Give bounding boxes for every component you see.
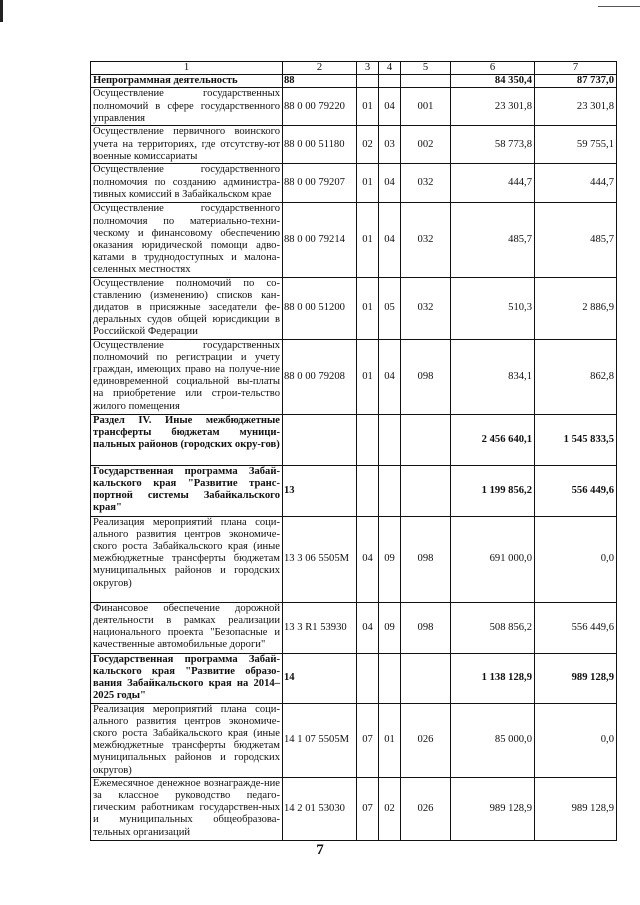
row-expense-type: 026	[401, 703, 451, 777]
row-section: 04	[357, 516, 379, 602]
row-expense-type: 032	[401, 277, 451, 339]
row-sum-year-2: 23 301,8	[535, 88, 617, 126]
row-subsection: 09	[379, 516, 401, 602]
row-expense-type: 032	[401, 203, 451, 277]
column-header: 5	[401, 62, 451, 75]
row-code: 14	[283, 653, 357, 703]
row-section	[357, 414, 379, 465]
row-section: 01	[357, 277, 379, 339]
table-row	[91, 277, 617, 339]
row-code: 88 0 00 79214	[283, 203, 357, 277]
header-row	[91, 62, 617, 75]
row-code: 88 0 00 51180	[283, 126, 357, 164]
row-sum-year-2: 556 449,6	[535, 465, 617, 516]
row-section: 01	[357, 88, 379, 126]
column-header: 7	[535, 62, 617, 75]
page-number: 7	[316, 842, 324, 858]
scan-top-line	[598, 6, 640, 7]
row-section: 07	[357, 703, 379, 777]
table-row	[91, 703, 617, 777]
row-sum-year-1: 989 128,9	[451, 777, 535, 840]
table-row	[91, 777, 617, 840]
column-header: 6	[451, 62, 535, 75]
table-row	[91, 88, 617, 126]
row-sum-year-1: 691 000,0	[451, 516, 535, 602]
row-subsection: 04	[379, 203, 401, 277]
table-row	[91, 465, 617, 516]
row-sum-year-2: 989 128,9	[535, 653, 617, 703]
row-section: 01	[357, 164, 379, 203]
row-subsection	[379, 75, 401, 88]
row-code: 13	[283, 465, 357, 516]
row-sum-year-1: 834,1	[451, 339, 535, 414]
row-code: 14 1 07 5505М	[283, 703, 357, 777]
row-sum-year-1: 2 456 640,1	[451, 414, 535, 465]
row-sum-year-1: 1 138 128,9	[451, 653, 535, 703]
column-header: 3	[357, 62, 379, 75]
row-code: 88 0 00 79207	[283, 164, 357, 203]
row-expense-type: 032	[401, 164, 451, 203]
row-section: 01	[357, 339, 379, 414]
table-row	[91, 75, 617, 88]
row-code: 88	[283, 75, 357, 88]
table-row	[91, 126, 617, 164]
row-code: 88 0 00 79208	[283, 339, 357, 414]
row-subsection: 04	[379, 88, 401, 126]
row-name: Реализация мероприятий плана соци-ального развития центров экономиче-ского роста Забайкальского края (иные межбюджетные трансферты бюджетам муниципальных районов и городских округов)	[91, 516, 283, 602]
row-subsection: 05	[379, 277, 401, 339]
row-expense-type: 098	[401, 339, 451, 414]
row-subsection	[379, 465, 401, 516]
row-sum-year-2: 1 545 833,5	[535, 414, 617, 465]
row-section	[357, 653, 379, 703]
row-name: Финансовое обеспечение дорожной деятельности в рамках реализации национального проекта "Безопасные и качественные автомобильные дороги"	[91, 602, 283, 653]
row-sum-year-2: 87 737,0	[535, 75, 617, 88]
row-subsection	[379, 414, 401, 465]
row-expense-type	[401, 653, 451, 703]
row-sum-year-2: 989 128,9	[535, 777, 617, 840]
row-expense-type: 001	[401, 88, 451, 126]
row-expense-type: 002	[401, 126, 451, 164]
row-expense-type: 026	[401, 777, 451, 840]
row-name: Осуществление полномочий по со-ставлению (изменению) списков кан-дидатов в присяжные заседатели фе-деральных судов общей юрисдикции в Российской Федерации	[91, 277, 283, 339]
row-section: 02	[357, 126, 379, 164]
row-section	[357, 75, 379, 88]
row-name: Реализация мероприятий плана соци-ального развития центров экономиче-ского роста Забайкальского края (иные межбюджетные трансферты бюджетам муниципальных районов и городских округов)	[91, 703, 283, 777]
row-sum-year-1: 85 000,0	[451, 703, 535, 777]
row-name: Государственная программа Забай-кальского края "Развитие образо-вания Забайкальского края на 2014–2025 годы"	[91, 653, 283, 703]
row-subsection: 04	[379, 164, 401, 203]
row-code: 14 2 01 53030	[283, 777, 357, 840]
row-subsection: 01	[379, 703, 401, 777]
row-code: 88 0 00 51200	[283, 277, 357, 339]
row-sum-year-2: 485,7	[535, 203, 617, 277]
table-row	[91, 164, 617, 203]
row-name: Осуществление государственного полномочия по материально-техни-ческому и финансовому обеспечению оказания юридической помощи адво-катами в труднодоступных и малона-селенных местностях	[91, 203, 283, 277]
row-subsection	[379, 653, 401, 703]
table-row	[91, 602, 617, 653]
row-code: 88 0 00 79220	[283, 88, 357, 126]
row-subsection: 02	[379, 777, 401, 840]
row-name: Осуществление государственного полномочия по созданию администра-тивных комиссий в Забайкальском крае	[91, 164, 283, 203]
column-header: 2	[283, 62, 357, 75]
row-expense-type: 098	[401, 516, 451, 602]
row-expense-type	[401, 465, 451, 516]
row-sum-year-1: 1 199 856,2	[451, 465, 535, 516]
row-expense-type: 098	[401, 602, 451, 653]
row-name: Осуществление государственных полномочий в сфере государственного управления	[91, 88, 283, 126]
table-row	[91, 203, 617, 277]
row-name: Раздел IV. Иные межбюджетные трансферты бюджетам муници-пальных районов (городских окру-гов)	[91, 414, 283, 465]
row-code: 13 3 06 5505М	[283, 516, 357, 602]
row-section	[357, 465, 379, 516]
row-sum-year-1: 23 301,8	[451, 88, 535, 126]
row-sum-year-1: 508 856,2	[451, 602, 535, 653]
row-section: 04	[357, 602, 379, 653]
table-body	[91, 75, 617, 841]
row-code: 13 3 R1 53930	[283, 602, 357, 653]
row-sum-year-2: 0,0	[535, 516, 617, 602]
column-header: 4	[379, 62, 401, 75]
row-sum-year-1: 444,7	[451, 164, 535, 203]
row-expense-type	[401, 414, 451, 465]
row-name: Непрограммная деятельность	[91, 75, 283, 88]
row-sum-year-2: 59 755,1	[535, 126, 617, 164]
row-sum-year-2: 556 449,6	[535, 602, 617, 653]
row-name: Осуществление первичного воинского учета на территориях, где отсутству-ют военные комиссариаты	[91, 126, 283, 164]
row-name: Осуществление государственных полномочий по регистрации и учету граждан, имеющих право на получе-ние единовременной социальной вы-платы на приобретение или строи-тельство жилого помещения	[91, 339, 283, 414]
column-header: 1	[91, 62, 283, 75]
budget-table	[90, 61, 617, 841]
row-section: 01	[357, 203, 379, 277]
row-sum-year-1: 58 773,8	[451, 126, 535, 164]
row-name: Государственная программа Забай-кальского края "Развитие транс-портной системы Забайкальского края"	[91, 465, 283, 516]
table-row	[91, 339, 617, 414]
row-sum-year-1: 485,7	[451, 203, 535, 277]
row-sum-year-2: 0,0	[535, 703, 617, 777]
row-subsection: 03	[379, 126, 401, 164]
row-section: 07	[357, 777, 379, 840]
row-expense-type	[401, 75, 451, 88]
row-sum-year-1: 84 350,4	[451, 75, 535, 88]
row-sum-year-1: 510,3	[451, 277, 535, 339]
row-sum-year-2: 444,7	[535, 164, 617, 203]
row-subsection: 09	[379, 602, 401, 653]
table-row	[91, 414, 617, 465]
scan-edge-mark	[0, 0, 3, 22]
table-row	[91, 653, 617, 703]
table-row	[91, 516, 617, 602]
row-sum-year-2: 2 886,9	[535, 277, 617, 339]
row-code	[283, 414, 357, 465]
row-subsection: 04	[379, 339, 401, 414]
row-name: Ежемесячное денежное вознагражде-ние за классное руководство педаго-гическим работникам государствен-ных и муниципальных общеобразова-тельных организаций	[91, 777, 283, 840]
row-sum-year-2: 862,8	[535, 339, 617, 414]
